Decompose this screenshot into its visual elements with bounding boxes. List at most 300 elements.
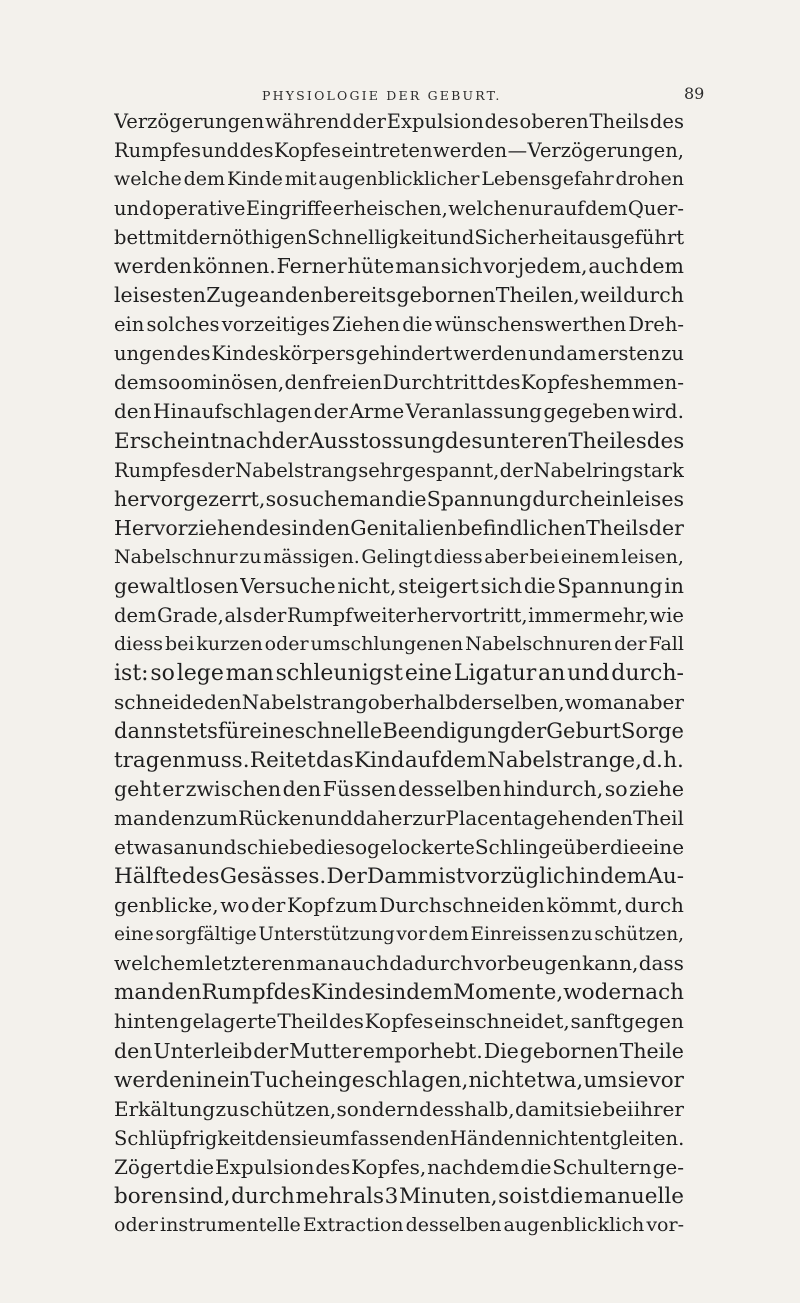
word: den [114,399,152,424]
word: Expulsion [214,1154,315,1179]
word: Expulsion [386,110,484,133]
text-line [114,427,684,456]
text-line [114,514,684,543]
word: zum [335,893,378,918]
word: unteren [482,428,569,454]
word: Kopfes, [351,1154,427,1179]
word: den [282,777,322,802]
word: des [484,110,519,133]
word: solches [146,313,220,337]
word: der [253,1038,289,1063]
word: eine [249,718,295,743]
word: Lebensgefahr [481,168,614,191]
word: umfassenden [319,1126,450,1150]
word: hüte [347,254,395,279]
word: so [604,777,628,802]
word: des [329,1009,364,1034]
word: dadurch [389,951,474,976]
word: während [265,110,352,133]
word: emporhebt. [362,1038,483,1063]
word: Dreh- [628,313,684,337]
word: weiter [352,603,417,627]
word: Genitalien [350,515,458,540]
word: — [507,139,528,163]
word: Nabelstrange, [487,748,642,774]
word: muss. [186,748,250,774]
word: des [646,428,684,454]
word: eingeschlagen, [304,1067,469,1093]
word: Ligatur [453,660,537,686]
word: mässigen. [263,545,360,568]
word: mit [153,226,187,250]
word: sind, [178,1183,231,1209]
word: der [271,428,309,454]
word: ist [438,864,465,890]
word: in [664,573,684,598]
word: Einreissen [470,924,570,946]
word: Damm [367,864,438,890]
text-line [114,223,684,252]
word: zum [195,806,239,831]
word: gelagerte [179,1009,277,1034]
word: die [520,1154,552,1179]
word: steigert [398,573,479,598]
word: Die [483,1038,519,1063]
word: ein [593,486,626,511]
word: kömmt, [546,893,623,918]
word: man [225,660,274,686]
word: aber [484,545,529,568]
word: Spannung [426,486,533,511]
word: an [259,283,285,308]
word: sanft [570,1009,621,1034]
word: Theilen, [495,283,580,308]
word: Schlinge [474,835,563,860]
word: schützen, [239,1096,337,1121]
word: gewaltlosen [114,573,239,598]
word: zwischen [185,777,282,802]
word: oder [114,1213,158,1236]
word: stets [167,718,218,743]
word: dem [584,197,628,221]
word: einem [560,545,620,568]
word: den [254,1126,292,1150]
word: Hervorziehen [114,515,256,540]
word: Minuten, [398,1183,498,1209]
word: sorgfältige [155,924,257,946]
text-line [114,1153,684,1182]
word: d. [642,748,663,774]
text-line [114,688,684,717]
word: gelockerte [367,835,475,860]
word: welche [114,168,182,191]
word: so [498,1183,523,1209]
word: vorzüglich [464,864,579,890]
word: dem [183,168,226,191]
word: Nabelschnuren [465,632,613,655]
word: leisen, [621,545,684,568]
word: dem [439,748,487,774]
word: gespannt, [402,458,500,482]
word: sich [440,254,483,279]
text-line [114,136,684,165]
text-line [114,1037,684,1066]
word: als [224,603,253,627]
text-line [114,194,684,223]
word: etwas [114,835,174,860]
word: des [273,980,312,1006]
word: zu [239,545,262,568]
word: Kopf [286,893,334,918]
word: erheischen, [332,197,448,221]
word: werden [114,254,192,279]
word: der [594,980,632,1006]
word: wünschenswerthen [434,313,627,337]
word: so [150,660,175,686]
word: Momente, [453,980,564,1006]
word: durch [623,283,684,308]
word: werden [453,342,528,366]
word: für [217,718,250,743]
word: Verzögerungen [114,110,265,133]
word: Sorge [620,718,684,743]
word: und [314,806,353,831]
word: Schultern [552,1154,652,1179]
word: dann [114,718,168,743]
word: oder [264,632,309,655]
word: vorzeitiges [221,313,330,337]
word: in [385,980,407,1006]
word: die [523,573,556,598]
word: suche [288,486,350,511]
word: hervortritt, [416,603,528,627]
word: Durchtritt [382,370,486,395]
word: Mutter [289,1038,362,1063]
word: Durchschneiden [379,893,545,918]
word: in [291,515,312,540]
word: man [114,806,158,831]
word: die [402,313,433,337]
word: er [162,777,185,802]
word: 3 [384,1183,399,1209]
word: der [201,458,235,482]
word: der [352,110,386,133]
word: man [349,486,395,511]
word: diess [114,632,163,655]
word: Beendigung [382,718,511,743]
word: tragen [114,748,187,774]
word: des [255,515,292,540]
word: Verzögerungen, [527,139,684,163]
word: der [186,226,220,250]
word: oberen [519,110,589,133]
word: dem [114,603,157,627]
word: nicht [468,1067,524,1093]
word: Theils [586,515,649,540]
word: Nabelschnur [114,545,238,568]
word: sich [480,573,523,598]
word: den [204,689,242,714]
text-line [114,1182,684,1211]
word: manuelle [583,1183,684,1209]
word: den [161,980,202,1006]
word: so [344,835,368,860]
word: dem [639,254,684,279]
text-line [114,949,684,978]
word: auch [340,951,389,976]
word: den [284,283,324,308]
word: Der [326,864,367,890]
word: und [436,226,475,250]
word: ungen [114,342,176,366]
word: können. [192,254,276,279]
word: Sicherheit [474,226,577,250]
word: instrumentelle [160,1213,301,1236]
word: Veranlassung [405,399,542,424]
word: bei [164,632,195,655]
word: Reitet [249,748,316,774]
word: weil [580,283,623,308]
running-head: PHYSIOLOGIE DER GEBURT. [262,88,502,103]
text-line [114,572,684,601]
word: hervorgezerrt, [114,486,266,511]
word: den [311,515,351,540]
word: desshalb, [419,1096,515,1121]
word: und [114,197,152,221]
word: und [528,342,566,366]
text-line [114,659,684,688]
word: sie [291,1126,320,1150]
word: boren [114,1183,178,1209]
word: Arme [349,399,405,424]
text-line [114,978,684,1007]
word: ihrer [633,1096,684,1121]
word: letzteren [204,951,296,976]
word: werden [114,1067,196,1093]
word: oberhalb [367,689,459,714]
word: gebornen [396,283,496,308]
word: Schlüpfrigkeit [114,1126,255,1150]
word: dem [406,980,454,1006]
word: operative [152,197,246,221]
word: nur [518,197,553,221]
word: Nabelstrang [235,458,358,482]
word: lege [176,660,224,686]
text-line [114,1211,684,1240]
word: und [567,660,610,686]
word: nöthigen [219,226,308,250]
word: dass [638,951,684,976]
word: an [173,835,198,860]
word: Eingriffe [245,197,333,221]
word: Quer- [627,197,684,221]
word: gehenden [533,806,633,831]
word: Fall [648,632,684,655]
word: bei [602,1096,634,1121]
word: Hinaufschlagen [153,399,313,424]
word: die [394,486,427,511]
word: leises [625,486,684,511]
word: ein [114,313,145,337]
text-line [114,310,684,339]
word: gegeben [543,399,631,424]
word: vorbeugen [473,951,582,976]
word: an [538,660,566,686]
word: sie [573,1096,602,1121]
word: kann, [582,951,639,976]
word: ausgeführt [576,226,684,250]
body-text [114,107,684,1240]
text-line [114,252,684,281]
word: ersten [597,342,661,366]
word: wo [220,893,250,918]
word: Rumpfes [114,139,201,163]
word: auch [588,254,639,279]
word: schleunigst [275,660,404,686]
word: entgleiten. [577,1126,684,1150]
text-line [114,920,684,949]
word: Gesässes. [219,864,327,890]
word: gehindert [355,342,453,366]
text-line [114,1124,684,1153]
word: Spannung [557,573,663,598]
text-line [114,485,684,514]
word: desselben [405,1213,502,1236]
text-line [114,1007,684,1036]
word: hinten [114,1009,179,1034]
text-line [114,775,684,804]
word: schneide [114,689,205,714]
word: als [353,1183,385,1209]
word: eintreten [341,139,433,163]
word: aber [637,689,684,714]
word: augenblicklicher [318,168,480,191]
word: bereits [323,283,397,308]
word: zu [661,342,684,366]
word: Grade, [157,603,224,627]
word: Hälfte [114,864,182,890]
word: gebornen [519,1038,619,1063]
word: den [284,370,323,395]
word: Kopfes [364,1009,434,1034]
word: ziehe [629,777,684,802]
word: Rumpf [286,603,353,627]
word: Tuch [250,1067,305,1093]
word: leisesten [114,283,206,308]
word: umschlungenen [310,632,464,655]
word: etwa, [523,1067,584,1093]
word: kurzen [196,632,263,655]
word: immer [528,603,593,627]
word: Kopfes [274,139,342,163]
word: über [562,835,611,860]
word: sondern [336,1096,419,1121]
text-line [114,1095,684,1124]
word: sehr [358,458,402,482]
word: und [198,835,237,860]
text-line [114,746,684,775]
word: Geburt [546,718,621,743]
word: die [610,835,642,860]
word: vor- [646,1213,684,1236]
word: wie [649,603,684,627]
word: dem [600,864,648,890]
word: Nabelring [533,458,633,482]
word: durch [231,1183,295,1209]
word: Kind [353,748,405,774]
word: dem [114,370,158,395]
word: Kindes [311,980,386,1006]
word: eine [404,660,453,686]
text-line [114,833,684,862]
word: bei [529,545,560,568]
word: Theil [277,1009,329,1034]
text-line [114,601,684,630]
word: daher [353,806,413,831]
word: am [566,342,597,366]
word: das [316,748,354,774]
word: nachdem [427,1154,520,1179]
text-line [114,368,684,397]
word: befindlichen [457,515,586,540]
word: nach [218,428,272,454]
word: zur [412,806,446,831]
word: schützen, [594,924,684,946]
word: des [239,139,274,163]
word: nach [631,980,684,1006]
word: Ferner [276,254,347,279]
word: Versuche [240,573,336,598]
word: Erkältung [114,1096,216,1121]
word: Zuge [206,283,259,308]
word: Theile [619,1038,684,1063]
word: man [114,980,162,1006]
word: desselben [397,777,502,802]
word: Schnelligkeit [307,226,437,250]
text-line [114,1066,684,1095]
word: mehr [295,1183,353,1209]
word: Rumpf [201,980,274,1006]
word: des [176,342,211,366]
word: und [201,139,240,163]
word: durch [532,486,594,511]
text-line [114,717,684,746]
word: Unterleib [153,1038,253,1063]
word: den [157,806,196,831]
word: sie [617,1067,649,1093]
text-line [114,862,684,891]
word: vor [648,1067,684,1093]
word: der [614,632,647,655]
word: Rumpfes [114,458,201,482]
word: zu [215,1096,239,1121]
text-line [114,630,684,659]
word: Kindeskörpers [211,342,355,366]
text-line [114,281,684,310]
word: der [499,458,534,482]
word: freien [322,370,383,395]
word: eine [641,835,684,860]
word: stark [633,458,684,482]
word: mit [284,168,317,191]
word: ominösen, [180,370,285,395]
word: Händen [449,1126,528,1150]
text-line [114,107,684,136]
word: des [485,370,521,395]
word: zu [571,924,593,946]
word: durch- [611,660,684,686]
word: einschneidet, [434,1009,570,1034]
